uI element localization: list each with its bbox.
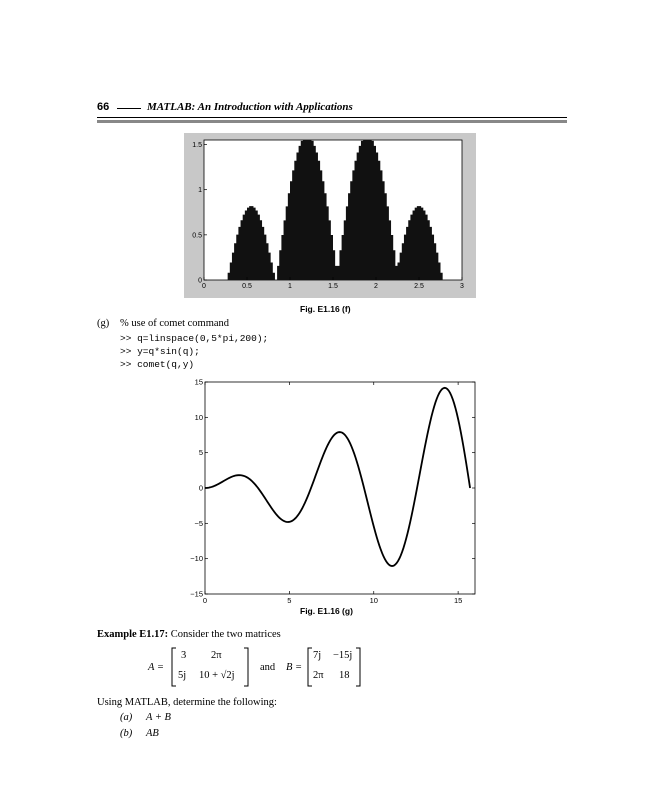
page-number: 66 (97, 101, 110, 113)
x-tick-label: 0.5 (242, 283, 252, 290)
part-g-label: (g) (97, 318, 110, 329)
x-tick-label: 0 (202, 596, 208, 605)
and-text: and (260, 662, 276, 673)
matrix-a-22: 10 + √2j (199, 670, 235, 681)
matrix-a-12: 2π (211, 650, 222, 661)
x-tick-label: 2 (374, 283, 378, 290)
item-b-label: (b) (120, 728, 133, 739)
x-tick-label: 1 (288, 283, 292, 290)
y-tick-label: −5 (194, 518, 203, 528)
figure-f-caption: Fig. E1.16 (f) (300, 304, 351, 314)
running-header (97, 101, 567, 123)
y-tick-label: 0 (198, 277, 202, 285)
matrix-b-12: −15j (333, 650, 353, 661)
matrix-b-22: 18 (339, 670, 350, 681)
matrix-b-21: 2π (313, 670, 324, 681)
x-tick-label: 3 (460, 283, 464, 290)
item-a-label: (a) (120, 712, 133, 723)
x-tick-label: 1.5 (328, 283, 338, 290)
matrix-a-name: A = (148, 662, 164, 673)
header-rule (97, 117, 567, 118)
y-tick-label: 15 (194, 377, 203, 387)
part-g-comment: % use of comet command (120, 318, 230, 329)
example-line (97, 629, 281, 640)
example-label: Example E1.17: (97, 629, 169, 640)
code-line: >> y=q*sin(q); (120, 346, 200, 357)
y-tick-label: 0.5 (192, 232, 202, 240)
matrix-b-11: 7j (313, 650, 322, 661)
x-tick-label: 10 (369, 596, 378, 605)
y-tick-label: 10 (194, 412, 203, 422)
y-tick-label: 1.5 (192, 142, 202, 150)
item-a-expr: A + B (146, 712, 171, 723)
y-tick-label: −10 (190, 554, 203, 564)
figure-g-axes (205, 382, 475, 594)
matrix-a-11: 3 (181, 650, 187, 661)
x-tick-label: 2.5 (414, 283, 424, 290)
x-tick-label: 5 (287, 596, 292, 605)
y-tick-label: 0 (198, 483, 203, 493)
header-dash (117, 108, 141, 109)
figure-g (180, 376, 480, 608)
figure-g-caption: Fig. E1.16 (g) (300, 606, 353, 616)
matrix-b-name: B = (286, 662, 303, 673)
x-tick-label: 0 (202, 283, 206, 290)
figure-f (184, 133, 476, 298)
book-title: MATLAB: An Introduction with Applications (147, 101, 353, 113)
x-tick-label: 15 (453, 596, 463, 605)
header-rule-gray (97, 120, 567, 123)
example-text: Consider the two matrices (170, 629, 281, 640)
y-tick-label: 5 (198, 448, 203, 458)
y-tick-label: 1 (198, 187, 202, 195)
code-line: >> q=linspace(0,5*pi,200); (120, 333, 269, 344)
matrix-a-21: 5j (178, 670, 187, 681)
item-b-expr: AB (146, 728, 159, 739)
instruction-text: Using MATLAB, determine the following: (97, 697, 277, 708)
code-line: >> comet(q,y) (120, 359, 195, 370)
y-tick-label: −15 (190, 589, 203, 599)
